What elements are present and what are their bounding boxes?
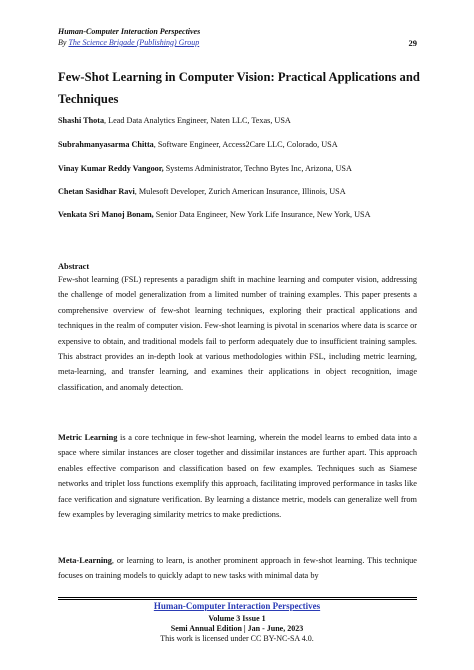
abstract-heading: Abstract (58, 262, 90, 271)
author-name: Shashi Thota (58, 116, 105, 125)
footer-rule-bottom (58, 599, 417, 600)
author-line (58, 140, 338, 149)
metric-learning-text: is a core technique in few-shot learning, wherein the model learns to embed data into a space where similar instances are closer together and dissimilar instances are further apart. This approach enables effective comparison and classification based on few examples. Techniques such as Siamese networks and triplet loss functions exemplify this approach, facilitating improved performance in tasks like face verification and signature verification. By learning a distance metric, models can generalize well from few examples by leveraging similarity metrics to make predictions. (58, 433, 417, 520)
author-affiliation: Systems Administrator, Techno Bytes Inc, Arizona, USA (163, 164, 352, 173)
metric-learning-paragraph (58, 430, 417, 522)
abstract-paragraph: Few-shot learning (FSL) represents a paradigm shift in machine learning and computer vision, addressing the challenge of model generalization from a limited number of training examples. This paper presents a comprehensive overview of few-shot learning techniques, exploring their practical applications and techniques in the realm of computer vision. Few-shot learning is pivotal in scenarios where data is scarce or expensive to obtain, and traditional models fail to perform adequately due to insufficient training samples. This abstract provides an in-depth look at various methodologies within FSL, including metric learning, meta-learning, and transfer learning, and examines their applications in object recognition, image classification, and anomaly detection. (58, 275, 417, 392)
author-line (58, 164, 352, 173)
running-header-journal: Human-Computer Interaction Perspectives (58, 27, 201, 36)
page-number: 29 (408, 38, 417, 48)
footer-journal-link[interactable]: Human-Computer Interaction Perspectives (153, 601, 321, 611)
author-name: Subrahmanyasarma Chitta (58, 140, 154, 149)
metric-learning-term: Metric Learning (58, 433, 118, 442)
author-line (58, 210, 371, 219)
footer-volume: Volume 3 Issue 1 (208, 614, 266, 623)
by-prefix: By (58, 38, 69, 47)
footer-rule-top (58, 597, 417, 598)
author-name: Chetan Sasidhar Ravi (58, 187, 135, 196)
meta-learning-term: Meta-Learning (58, 556, 112, 565)
author-affiliation: , Lead Data Analytics Engineer, Naten LLC, Texas, USA (104, 116, 291, 125)
meta-learning-paragraph (58, 553, 417, 584)
author-affiliation: , Software Engineer, Access2Care LLC, Colorado, USA (153, 140, 338, 149)
author-name: Vinay Kumar Reddy Vangoor, (58, 164, 164, 173)
meta-learning-text: , or learning to learn, is another prominent approach in few-shot learning. This technique focuses on training models to quickly adapt to new tasks with minimal data by (58, 556, 417, 581)
footer-license: This work is licensed under CC BY-NC-SA 4.0. (160, 634, 314, 643)
running-header-publisher (58, 38, 199, 47)
publisher-link[interactable]: The Science Brigade (Publishing) Group (68, 38, 200, 47)
author-affiliation: , Mulesoft Developer, Zurich American Insurance, Illinois, USA (134, 187, 346, 196)
footer-edition: Semi Annual Edition | Jan - June, 2023 (170, 624, 304, 633)
author-affiliation: Senior Data Engineer, New York Life Insurance, New York, USA (153, 210, 371, 219)
author-name: Venkata Sri Manoj Bonam, (58, 210, 154, 219)
paper-title: Few-Shot Learning in Computer Vision: Practical Applications and Techniques (58, 70, 420, 106)
author-line (58, 187, 346, 196)
author-line (58, 116, 291, 125)
